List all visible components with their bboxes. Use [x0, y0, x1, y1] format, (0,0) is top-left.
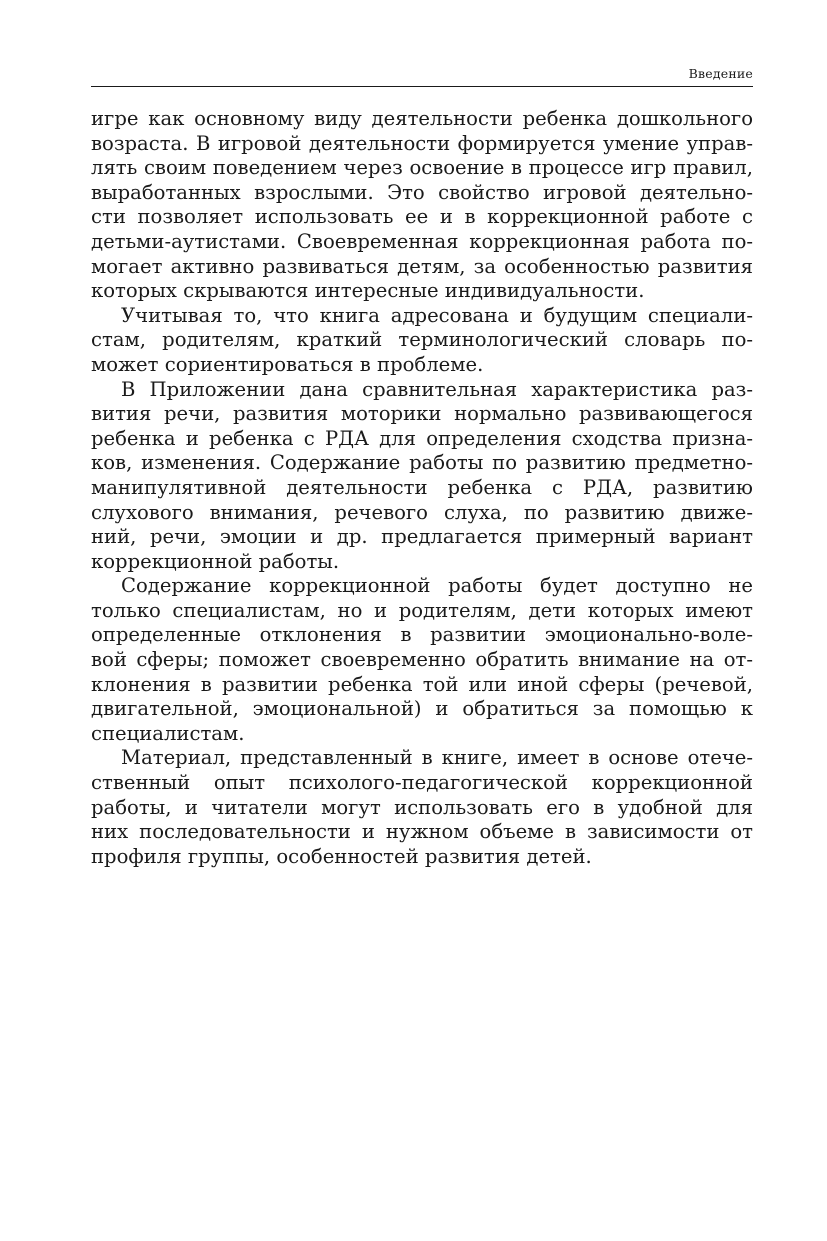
body-text	[91, 107, 753, 869]
text-line: стам, родителям, краткий терминологический словарь по-	[91, 328, 753, 352]
text-line: Материал, представленный в книге, имеет в основе отече-	[121, 746, 753, 770]
text-line: возраста. В игровой деятельности формируется умение управ-	[91, 131, 753, 155]
header-rule	[91, 86, 753, 87]
text-line: может сориентироваться в проблеме.	[91, 352, 484, 376]
paragraph	[91, 746, 753, 869]
text-line: ний, речи, эмоции и др. предлагается примерный вариант	[91, 525, 753, 549]
text-line: ков, изменения. Содержание работы по развитию предметно-	[91, 451, 753, 475]
text-line: двигательной, эмоциональной) и обратиться за помощью к	[91, 697, 753, 721]
text-line: детьми-аутистами. Своевременная коррекционная работа по-	[91, 229, 753, 253]
text-line: вой сферы; поможет своевременно обратить внимание на от-	[91, 648, 753, 672]
paragraph	[91, 107, 753, 304]
text-line: вития речи, развития моторики нормально развивающегося	[91, 402, 753, 426]
text-line: ребенка и ребенка с РДА для определения сходства призна-	[91, 426, 753, 450]
text-line: только специалистам, но и родителям, дети которых имеют	[91, 598, 753, 622]
text-line: игре как основному виду деятельности ребенка дошкольного	[91, 107, 753, 130]
text-line: определенные отклонения в развитии эмоционально-воле-	[91, 623, 753, 647]
paragraph	[91, 378, 753, 575]
text-line: сти позволяет использовать ее и в коррекционной работе с	[91, 205, 753, 229]
text-line: них последовательности и нужном объеме в зависимости от	[91, 820, 753, 844]
text-line: клонения в развитии ребенка той или иной сферы (речевой,	[91, 672, 753, 696]
text-line: Содержание коррекционной работы будет доступно не	[121, 574, 753, 598]
text-line: манипулятивной деятельности ребенка с РДА, развитию	[91, 475, 753, 499]
paragraph	[91, 574, 753, 746]
text-line: специалистам.	[91, 721, 245, 745]
text-line: могает активно развиваться детям, за особенностью развития	[91, 254, 753, 278]
text-line: лять своим поведением через освоение в процессе игр правил,	[91, 156, 753, 180]
text-line: которых скрываются интересные индивидуальности.	[91, 279, 645, 303]
text-line: В Приложении дана сравнительная характеристика раз-	[121, 377, 753, 401]
text-line: выработанных взрослыми. Это свойство игровой деятельно-	[91, 180, 753, 204]
text-line: работы, и читатели могут использовать его в удобной для	[91, 795, 753, 819]
text-line: коррекционной работы.	[91, 549, 340, 573]
paragraph	[91, 304, 753, 378]
text-line: Учитывая то, что книга адресована и будущим специали-	[121, 303, 753, 327]
text-line: слухового внимания, речевого слуха, по развитию движе-	[91, 500, 753, 524]
text-line: ственный опыт психолого-педагогической коррекционной	[91, 771, 753, 795]
text-line: профиля группы, особенностей развития детей.	[91, 844, 592, 868]
running-header-title: Введение	[688, 66, 753, 81]
